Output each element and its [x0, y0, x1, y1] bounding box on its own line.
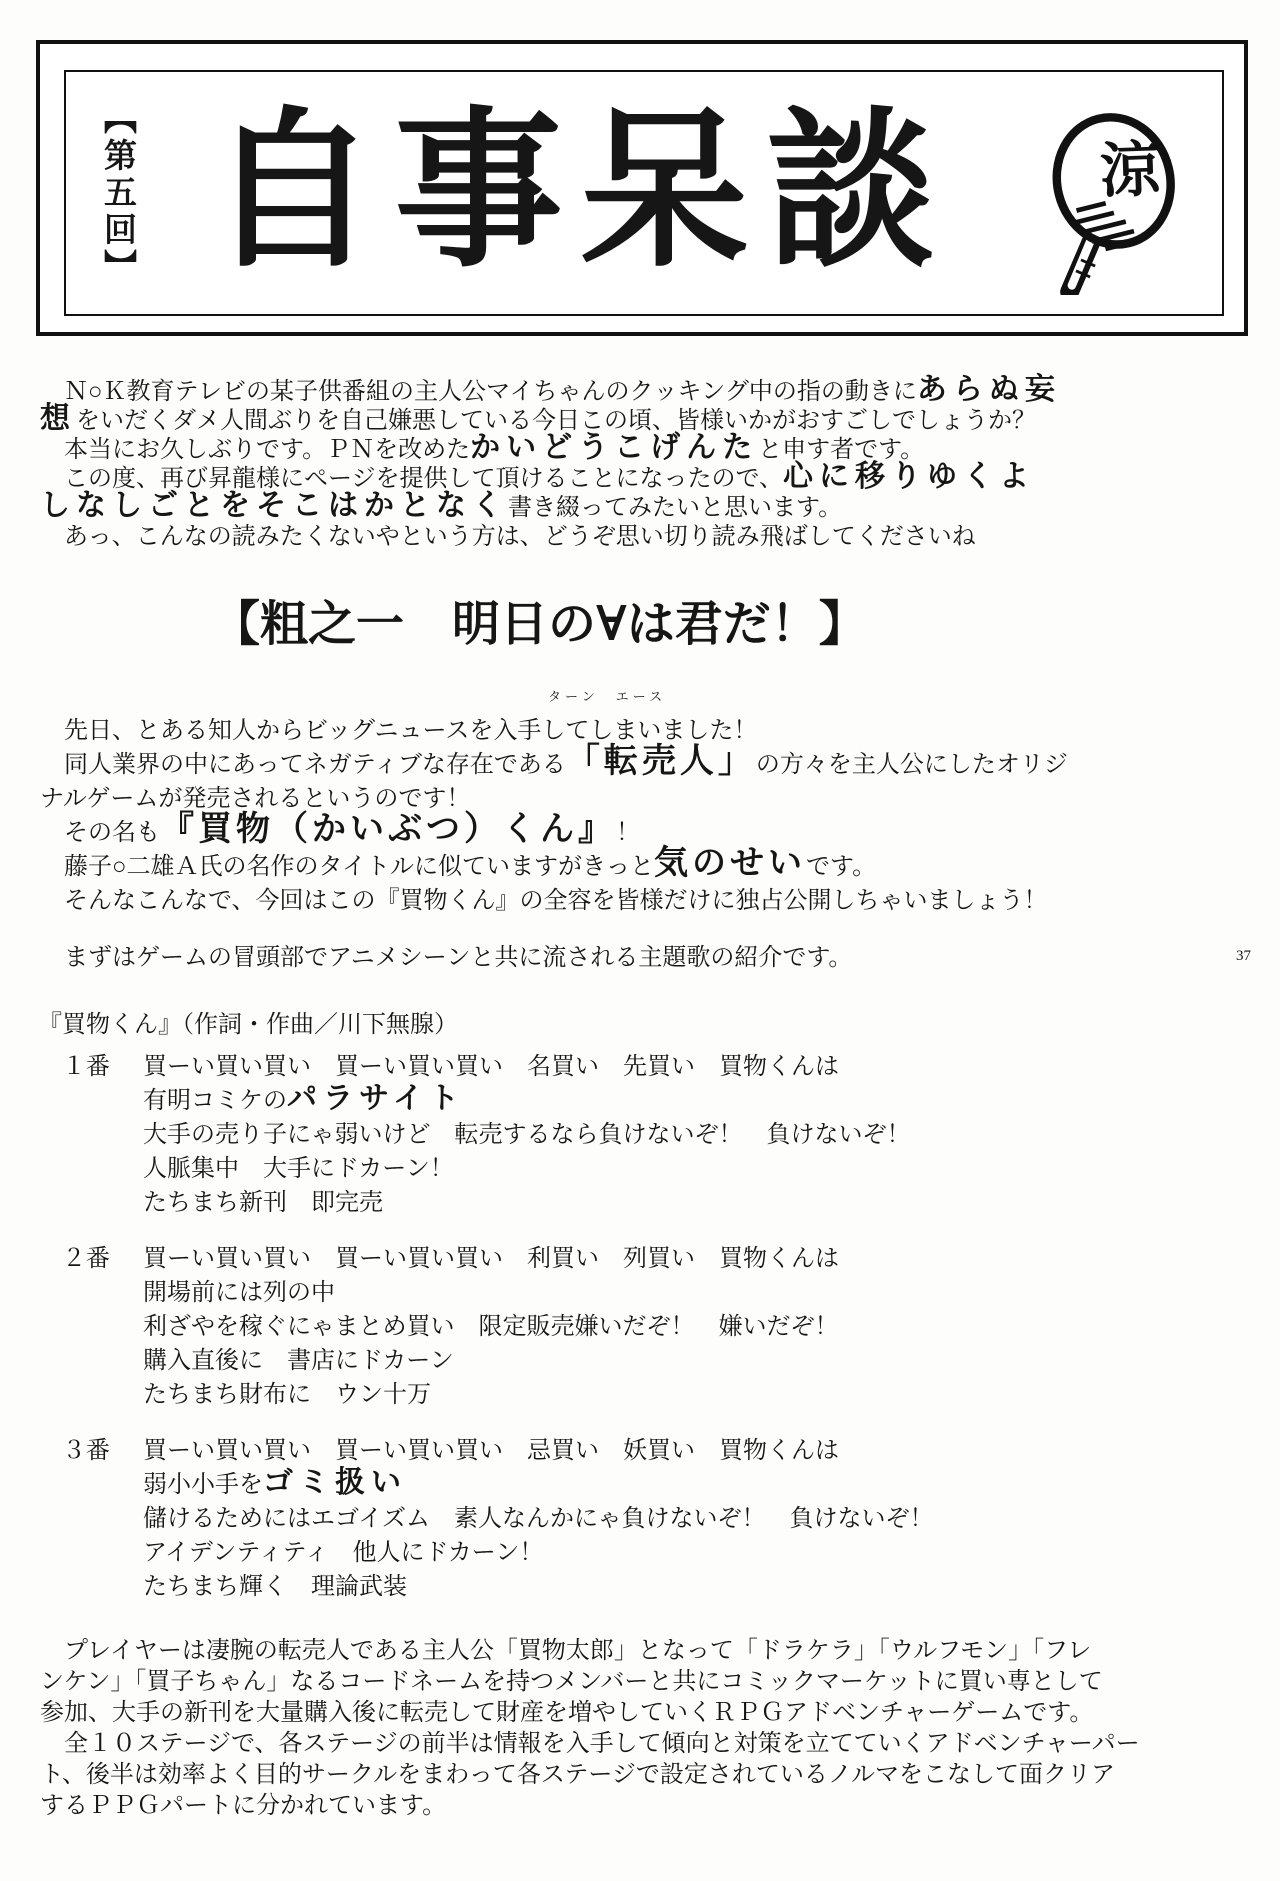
text-run: あっ、こんなの読みたくないやという方は、どうぞ思い切り読み飛ばしてくださいね	[40, 524, 976, 550]
issue-number-label: 【第五回】	[99, 100, 135, 286]
emphasized-text-run: しなしごとをそこはかとなく	[40, 489, 508, 522]
emphasized-text-run: 想	[40, 402, 76, 435]
verse-number: ３番	[62, 1438, 110, 1464]
text-run: ナルゲームが発売されるというのです！	[40, 786, 471, 812]
text-run: 参加、大手の新刊を大量購入後に転売して財産を増やしていくＲＰＧアドベンチャーゲームです。	[40, 1700, 1094, 1726]
song-verse-2	[38, 1242, 1252, 1412]
text-line	[143, 1378, 1252, 1412]
text-run: ！	[616, 820, 640, 846]
text-run: 人脈集中 大手にドカーン！	[143, 1156, 454, 1182]
text-run: 本当にお久しぶりです。ＰＮを改めた	[40, 437, 471, 463]
verse-lines	[143, 1242, 1252, 1412]
emphasized-text-run: かいどうこげんた	[470, 431, 759, 464]
intro-paragraphs	[40, 373, 1252, 552]
text-line	[143, 1242, 1252, 1276]
section1-paragraphs	[40, 714, 1252, 918]
text-run: 買ーい買い買い 買ーい買い買い 利買い 列買い 買物くんは	[143, 1246, 839, 1272]
text-line	[40, 1791, 1254, 1822]
text-run: そんなこんなで、今回はこの『買物くん』の全容を皆様だけに独占公開しちゃいましょう！	[40, 888, 1048, 914]
text-run: ト、後半は効率よく目的サークルをまわって各ステージで設定されているノルマをこなして面クリア	[40, 1762, 1115, 1788]
text-run: するＰＰＧパートに分かれています。	[40, 1793, 447, 1819]
text-run: 買ーい買い買い 買ーい買い買い 忌買い 妖買い 買物くんは	[143, 1438, 839, 1464]
text-line	[40, 743, 1252, 782]
text-line	[40, 811, 1252, 850]
text-run: アイデンティティ 他人にドカーン！	[143, 1540, 544, 1566]
text-run: たちまち輝く 理論武装	[143, 1574, 407, 1600]
text-line	[40, 944, 1252, 973]
text-line	[143, 1152, 1252, 1186]
text-run: 購入直後に 書店にドカーン	[143, 1348, 454, 1374]
text-run: の方々を主人公にしたオリジ	[755, 752, 1068, 778]
text-line	[40, 1760, 1254, 1791]
text-line	[143, 1276, 1252, 1310]
text-run: Ｎ○Ｋ教育テレビの某子供番組の主人公マイちゃんのクッキング中の指の動きに	[40, 379, 917, 405]
text-run: と申す者です。	[758, 437, 925, 463]
emphasized-text-run: 心に移りゆくよ	[783, 460, 1036, 493]
uchiwa-fan-icon	[1028, 91, 1188, 295]
text-line	[40, 431, 1252, 465]
text-line	[143, 1344, 1252, 1378]
emphasized-text-run: 『買物（かいぶつ）くん』	[160, 811, 616, 848]
song-verse-3	[38, 1434, 1252, 1604]
text-line	[143, 1434, 1252, 1468]
text-run: 大手の売り子にゃ弱いけど 転売するなら負けないぞ！ 負けないぞ！	[143, 1122, 911, 1148]
text-run: 有明コミケの	[143, 1088, 287, 1114]
verse-number: ２番	[62, 1246, 110, 1272]
text-line	[143, 1570, 1252, 1604]
emphasized-text-run: ゴミ扱い	[263, 1466, 407, 1499]
text-line	[40, 373, 1252, 407]
page-title: 自事呆談	[208, 98, 953, 288]
text-run: です。	[806, 854, 877, 880]
song-verse-1	[38, 1050, 1252, 1220]
text-line	[40, 845, 1252, 884]
text-run: 弱小小手を	[143, 1472, 263, 1498]
fan-kanji: 涼	[1098, 136, 1162, 206]
closing-paragraphs	[40, 1636, 1254, 1822]
text-run: 買ーい買い買い 買ーい買い買い 名買い 先買い 買物くんは	[143, 1054, 839, 1080]
song-title: 『買物くん』（作詞・作曲／川下無腺）	[38, 1012, 458, 1038]
verse-lines	[143, 1050, 1252, 1220]
text-run: この度、再び昇龍様にページを提供して頂けることになったので、	[40, 466, 784, 492]
text-line	[40, 523, 1252, 552]
text-line	[40, 1667, 1254, 1698]
page-number: 37	[1236, 948, 1251, 964]
text-line	[143, 1468, 1252, 1502]
text-run: 先日、とある知人からビッグニュースを入手してしまいました！	[40, 718, 758, 744]
text-line	[40, 884, 1252, 918]
text-run: まずはゲームの冒頭部でアニメシーンと共に流される主題歌の紹介です。	[40, 945, 853, 971]
text-run: 同人業界の中にあってネガティブな存在である	[40, 752, 566, 778]
section-heading: 【粗之一 明日の∀は君だ！】	[212, 598, 867, 651]
title-banner-inner-frame	[64, 70, 1224, 316]
text-line	[143, 1084, 1252, 1118]
title-banner	[36, 40, 1248, 336]
text-line	[143, 1186, 1252, 1220]
text-line	[143, 1118, 1252, 1152]
verse-number: １番	[62, 1054, 110, 1080]
text-run: プレイヤーは凄腕の転売人である主人公「買物太郎」となって「ドラケラ」「ウルフモン」「フレ	[40, 1638, 1092, 1664]
text-line	[143, 1310, 1252, 1344]
text-run: 儲けるためにはエゴイズム 素人なんかにゃ負けないぞ！ 負けないぞ！	[143, 1506, 934, 1532]
text-run: たちまち財布に ウン十万	[143, 1382, 431, 1408]
text-run: 藤子○二雄Ａ氏の名作のタイトルに似ていますがきっと	[40, 854, 655, 880]
text-line	[40, 489, 1252, 523]
text-line	[143, 1502, 1252, 1536]
song-lyrics-block	[38, 1008, 1252, 1604]
song-intro-line	[40, 944, 1252, 973]
text-run: 書き綴ってみたいと思います。	[508, 495, 843, 521]
text-run: をいだくダメ人間ぶりを自己嫌悪している今日この頃、皆様いかがおすごしでしょうか？	[76, 408, 1036, 434]
text-line	[40, 1636, 1254, 1667]
text-run: その名も	[40, 820, 160, 846]
text-run: たちまち新刊 即完売	[143, 1190, 383, 1216]
text-line	[40, 1729, 1254, 1760]
emphasized-text-run: あらぬ妄	[916, 373, 1061, 406]
text-line	[143, 1536, 1252, 1570]
emphasized-text-run: 気のせい	[654, 845, 807, 882]
text-run: 開場前には列の中	[143, 1280, 335, 1306]
text-line	[143, 1050, 1252, 1084]
emphasized-text-run: パラサイト	[287, 1082, 465, 1115]
section-heading-ruby: ターン エース	[548, 689, 667, 704]
text-run: 利ざやを稼ぐにゃまとめ買い 限定販売嫌いだぞ！ 嫌いだぞ！	[143, 1314, 839, 1340]
text-run: ンケン」「買子ちゃん」なるコードネームを持つメンバーと共にコミックマーケットに買い専として	[40, 1669, 1103, 1695]
verse-lines	[143, 1434, 1252, 1604]
emphasized-text-run: 「転売人」	[565, 743, 756, 780]
text-run: 全１０ステージで、各ステージの前半は情報を入手して傾向と対策を立てていくアドベンチャーパー	[40, 1731, 1140, 1757]
text-line	[40, 1698, 1254, 1729]
